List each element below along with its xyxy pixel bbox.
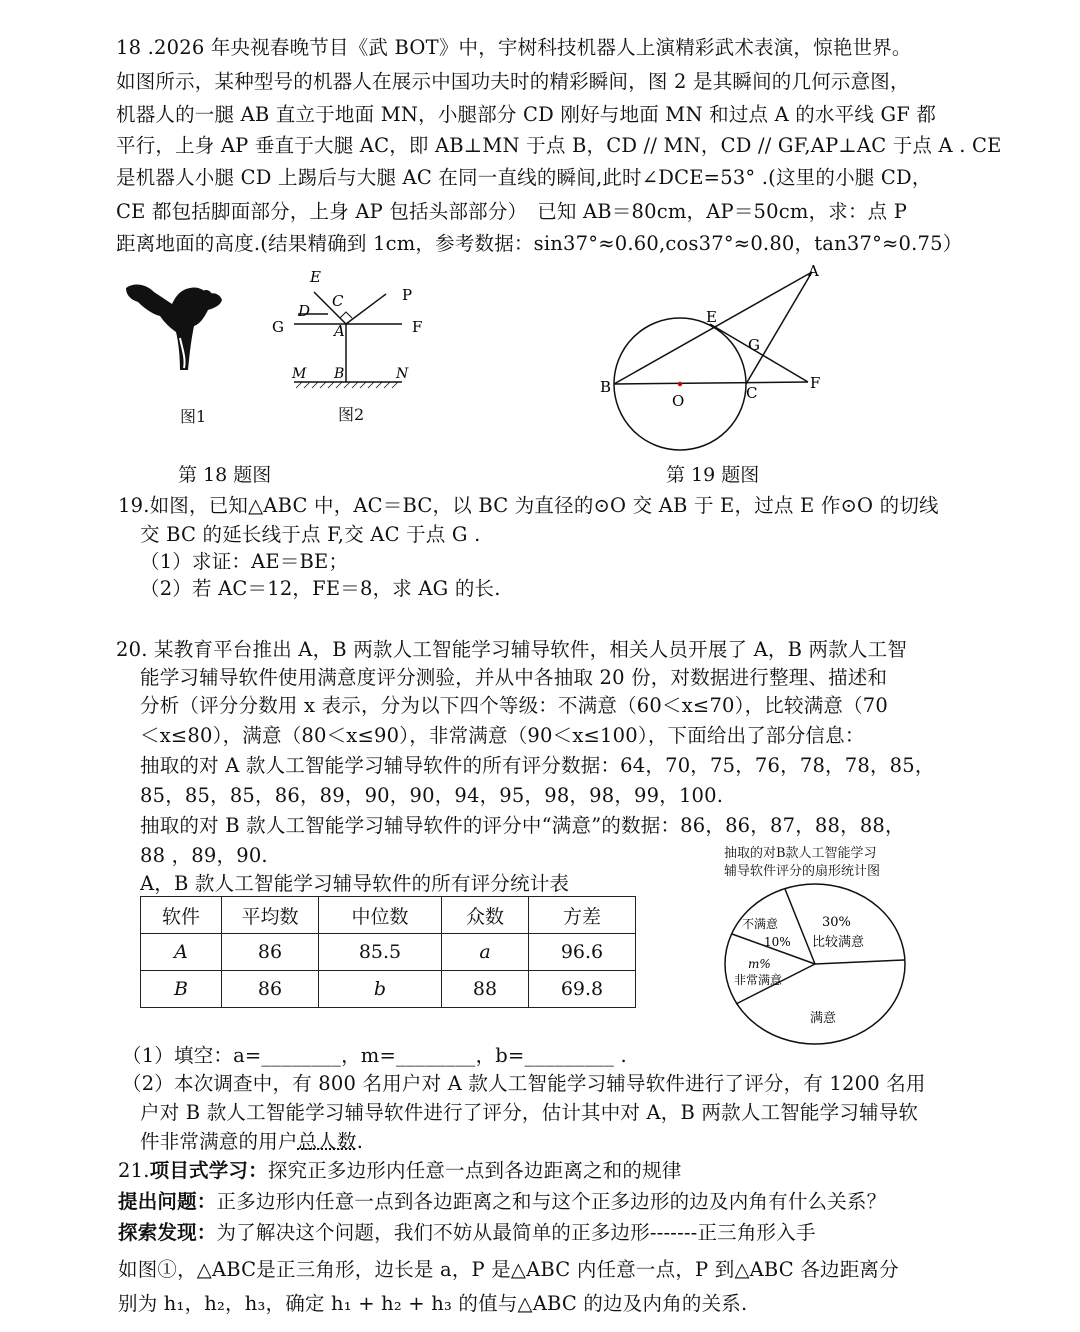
q19-sub-1: （1）求证：AE＝BE； xyxy=(140,550,349,573)
table-header: 平均数 xyxy=(222,897,319,934)
q21-line-a: 如图①，△ABC是正三角形，边长是 a，P 是△ABC 内任意一点，P 到△ABC 各边距离分 xyxy=(118,1258,899,1281)
pie-label-feichang: 非常满意 xyxy=(734,973,783,987)
q20-line-4: ＜x≤80），满意（80＜x≤90），非常满意（90＜x≤100），下面给出了部分信息： xyxy=(140,724,865,747)
q20-sub-2-line-2: 户对 B 款人工智能学习辅导软件进行了评分，估计其中对 A，B 两款人工智能学习辅导软 xyxy=(140,1101,919,1124)
q21-title xyxy=(118,1157,682,1185)
table-header: 软件 xyxy=(141,897,222,934)
q19-figure-caption: 第 19 题图 xyxy=(666,464,760,486)
q20-line-1: 20. 某教育平台推出 A，B 两款人工智能学习辅导软件，相关人员开展了 A，B 两款人工智 xyxy=(116,638,908,661)
q18-line-1: 18 .2026 年央视春晚节目《武 BOT》中，宇树科技机器人上演精彩武术表演，惊艳世界。 xyxy=(116,36,912,59)
q20-line-6: 85，85，85，86，89，90，90，94，95，98，98，99，100. xyxy=(140,784,724,807)
pie-title-line-2: 辅导软件评分的扇形统计图 xyxy=(724,864,881,879)
q20-sub-2-end: . xyxy=(356,1130,364,1153)
q19-figure-diagram xyxy=(596,262,836,462)
q18-line-3: 机器人的一腿 AB 直立于地面 MN，小腿部分 CD 刚好与地面 MN 和过点 A 的水平线 GF 都 xyxy=(116,103,937,126)
q18-fig1-caption: 图1 xyxy=(180,407,207,426)
table-cell: a xyxy=(442,934,529,971)
q19-line-1: 19.如图，已知△ABC 中，AC＝BC，以 BC 为直径的⊙O 交 AB 于 E，过点 E 作⊙O 的切线 xyxy=(118,494,939,517)
table-cell: A xyxy=(141,934,222,971)
label-b19: B xyxy=(600,378,612,396)
pie-label-30-percent: 30% xyxy=(822,915,851,930)
q18-line-5: 是机器人小腿 CD 上踢后与大腿 AC 在同一直线的瞬间,此时∠DCE=53° .(这里的小腿 CD， xyxy=(116,166,932,189)
q20-stats-table xyxy=(140,896,636,1008)
table-header-row xyxy=(141,897,636,934)
q19-sub-2: （2）若 AC＝12，FE＝8，求 AG 的长. xyxy=(140,577,501,600)
table-header: 方差 xyxy=(529,897,636,934)
pie-divider xyxy=(815,960,904,964)
table-cell: 86 xyxy=(222,934,319,971)
q20-line-2: 能学习辅导软件使用满意度评分测验，并从中各抽取 20 份，对数据进行整理、描述和 xyxy=(140,666,888,689)
q20-line-8: 88 ，89，90. xyxy=(140,844,268,867)
q18-line-7: 距离地面的高度.(结果精确到 1cm，参考数据：sin37°≈0.60,cos37°≈0.80，tan37°≈0.75） xyxy=(116,232,963,255)
q18-line-6: CE 都包括脚面部分，上身 AP 包括头部部分） 已知 AB＝80cm，AP＝50cm，求：点 P xyxy=(116,200,908,223)
q20-emphasis: 总人数 xyxy=(297,1130,357,1153)
table-row xyxy=(141,934,636,971)
q18-figure-caption: 第 18 题图 xyxy=(178,464,272,486)
q21-explore xyxy=(118,1219,816,1247)
q20-table-title: A，B 款人工智能学习辅导软件的所有评分统计表 xyxy=(140,872,570,895)
label-a: A xyxy=(334,322,345,340)
q20-line-3: 分析（评分分数用 x 表示，分为以下四个等级：不满意（60＜x≤70），比较满意（70 xyxy=(140,694,889,717)
q21-line-b: 别为 h₁，h₂，h₃，确定 h₁ + h₂ + h₃ 的值与△ABC 的边及内角的关系. xyxy=(118,1292,748,1315)
label-e19: E xyxy=(706,308,717,326)
q21-question xyxy=(118,1188,886,1216)
q21-explore-bold: 探索发现： xyxy=(118,1221,217,1244)
label-d: D xyxy=(298,302,311,320)
label-c19: C xyxy=(746,384,758,402)
q21-explore-rest: 为了解决这个问题，我们不妨从最简单的正多边形-------正三角形入手 xyxy=(216,1221,816,1244)
q18-line-2: 如图所示，某种型号的机器人在展示中国功夫时的精彩瞬间，图 2 是其瞬间的几何示意图， xyxy=(116,70,910,93)
pie-title-line-1: 抽取的对B款人工智能学习 xyxy=(724,846,877,861)
table-row xyxy=(141,971,636,1008)
q19-line-2: 交 BC 的延长线于点 F,交 AC 于点 G . xyxy=(140,523,481,546)
q20-sub-2-line-3 xyxy=(140,1128,363,1156)
label-o19: O xyxy=(672,392,685,410)
q21-question-bold: 提出问题： xyxy=(118,1190,217,1213)
pie-label-manyi: 满意 xyxy=(810,1011,837,1026)
table-header: 众数 xyxy=(442,897,529,934)
table-cell: b xyxy=(319,971,442,1008)
label-b: B xyxy=(334,366,345,382)
pie-label-10-percent: 10% xyxy=(764,935,791,949)
q21-question-rest: 正多边形内任意一点到各边距离之和与这个正多边形的边及内角有什么关系？ xyxy=(216,1190,887,1213)
label-f: F xyxy=(412,318,423,336)
label-a19: A xyxy=(808,262,819,280)
table-cell: 86 xyxy=(222,971,319,1008)
label-p: P xyxy=(402,286,413,304)
q20-pie-chart xyxy=(718,880,918,1050)
q20-sub-2-text: 件非常满意的用户 xyxy=(140,1130,298,1153)
label-c: C xyxy=(332,292,344,310)
label-n: N xyxy=(396,366,409,382)
q20-sub-1: （1）填空：a=________，m=________，b=_________ . xyxy=(122,1044,627,1067)
q20-line-5: 抽取的对 A 款人工智能学习辅导软件的所有评分数据：64，70，75，76，78，78，85， xyxy=(140,754,935,777)
q21-title-rest: 探究正多边形内任意一点到各边距离之和的规律 xyxy=(267,1159,682,1182)
q18-fig2-caption: 图2 xyxy=(338,405,365,424)
label-f19: F xyxy=(810,374,821,392)
table-cell: 96.6 xyxy=(529,934,636,971)
q20-line-7: 抽取的对 B 款人工智能学习辅导软件的评分中“满意”的数据：86，86，87，88，88， xyxy=(140,814,905,837)
pie-label-m-percent: m% xyxy=(748,957,771,971)
label-g19: G xyxy=(748,336,760,354)
table-cell: B xyxy=(141,971,222,1008)
table-cell: 85.5 xyxy=(319,934,442,971)
q21-title-bold: 项目式学习： xyxy=(149,1159,268,1182)
q18-figure-1-robot-image xyxy=(120,278,230,374)
pie-divider xyxy=(785,889,815,964)
table-cell: 88 xyxy=(442,971,529,1008)
pie-label-bumanyi: 不满意 xyxy=(742,917,779,931)
label-e: E xyxy=(310,268,321,286)
pie-label-bijiao: 比较满意 xyxy=(812,935,865,950)
q20-sub-2-line-1: （2）本次调查中，有 800 名用户对 A 款人工智能学习辅导软件进行了评分，有 1200 名用 xyxy=(122,1072,926,1095)
q18-line-4: 平行，上身 AP 垂直于大腿 AC，即 AB⊥MN 于点 B，CD // MN，CD // GF,AP⊥AC 于点 A . CE xyxy=(116,134,1002,157)
q18-figure-2-diagram xyxy=(262,266,442,396)
label-m: M xyxy=(292,366,307,382)
q21-number: 21. xyxy=(118,1159,150,1182)
label-g: G xyxy=(272,318,284,336)
table-header: 中位数 xyxy=(319,897,442,934)
table-cell: 69.8 xyxy=(529,971,636,1008)
